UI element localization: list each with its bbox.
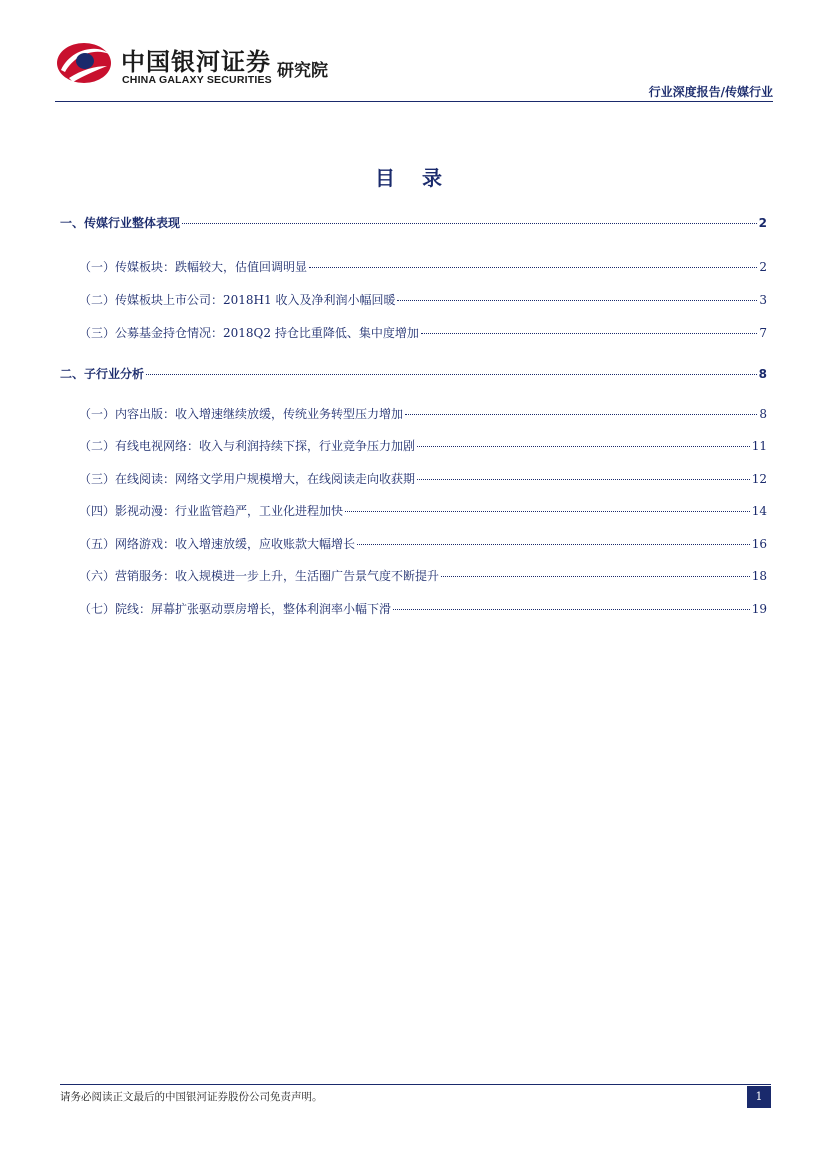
toc-entry-label: （六）营销服务：收入规模进一步上升，生活圈广告景气度不断提升 (79, 569, 440, 583)
toc-entry-label: （一）传媒板块：跌幅较大，估值回调明显 (79, 260, 308, 274)
toc-entry-section-2-7[interactable] (60, 600, 767, 617)
toc-entry-label: （三）在线阅读：网络文学用户规模增大，在线阅读走向收获期 (79, 472, 416, 486)
dot-leader (441, 576, 750, 577)
toc-entry-section-1-2[interactable] (60, 291, 767, 308)
toc-entry-page: 2 (758, 216, 767, 230)
page-header (55, 36, 773, 104)
report-type: 行业深度报告/传媒行业 (648, 85, 773, 99)
dot-leader (309, 267, 757, 268)
footer-divider (60, 1084, 771, 1085)
toc-entry-page: 12 (751, 472, 767, 486)
toc-entry-page: 8 (759, 407, 767, 421)
dot-leader (397, 300, 757, 301)
toc-entry-section-2-6[interactable] (60, 567, 767, 584)
toc-entry-page: 11 (751, 439, 767, 453)
toc-entry-label: （二）有线电视网络：收入与利润持续下探，行业竞争压力加剧 (79, 439, 416, 453)
dot-leader (345, 511, 750, 512)
toc-entry-section-2-1[interactable] (60, 405, 767, 422)
toc-entry-section-2-2[interactable] (60, 437, 767, 454)
page-footer (60, 1084, 771, 1112)
company-name-en: CHINA GALAXY SECURITIES (122, 74, 272, 86)
dot-leader (417, 479, 750, 480)
toc-entry-label: （二）传媒板块上市公司：2018H1 收入及净利润小幅回暖 (79, 293, 396, 307)
toc-entry-section-1[interactable] (60, 214, 767, 231)
toc-entry-section-1-3[interactable] (60, 324, 767, 341)
toc-entry-page: 14 (751, 504, 767, 518)
disclaimer-note: 请务必阅读正文最后的中国银河证券股份公司免责声明。 (60, 1091, 323, 1103)
toc-entry-label: （四）影视动漫：行业监管趋严，工业化进程加快 (79, 504, 344, 518)
company-name-cn: 中国银河证券 (121, 48, 271, 76)
dot-leader (405, 414, 757, 415)
dot-leader (146, 374, 757, 375)
dot-leader (417, 446, 750, 447)
dot-leader (421, 333, 758, 334)
toc-entry-section-2-4[interactable] (60, 502, 767, 519)
toc-entry-section-2[interactable] (60, 365, 767, 382)
toc-entry-label: （三）公募基金持仓情况：2018Q2 持仓比重降低、集中度增加 (79, 326, 419, 340)
header-divider (55, 101, 773, 102)
toc-entry-label: 一、传媒行业整体表现 (60, 216, 181, 230)
dot-leader (357, 544, 750, 545)
toc-entry-page: 16 (751, 537, 767, 551)
page-number-badge: 1 (747, 1086, 771, 1108)
toc-entry-section-1-1[interactable] (60, 258, 767, 275)
institute-name: 研究院 (277, 61, 328, 81)
toc-entry-page: 8 (758, 367, 767, 381)
toc-entry-page: 18 (751, 569, 767, 583)
galaxy-logo-icon (55, 40, 113, 86)
toc-entry-label: （一）内容出版：收入增速继续放缓，传统业务转型压力增加 (79, 407, 404, 421)
toc-entry-page: 19 (751, 602, 767, 616)
toc-entry-section-2-3[interactable] (60, 470, 767, 487)
toc-entry-label: 二、子行业分析 (60, 367, 145, 381)
toc-entry-page: 3 (759, 293, 767, 307)
toc-entry-section-2-5[interactable] (60, 535, 767, 552)
toc-entry-label: （七）院线：屏幕扩张驱动票房增长，整体利润率小幅下滑 (79, 602, 392, 616)
dot-leader (393, 609, 750, 610)
dot-leader (182, 223, 757, 224)
toc-entry-page: 7 (759, 326, 767, 340)
toc-entry-page: 2 (759, 260, 767, 274)
toc-entry-label: （五）网络游戏：收入增速放缓，应收账款大幅增长 (79, 537, 356, 551)
toc-title: 目 录 (375, 166, 452, 190)
